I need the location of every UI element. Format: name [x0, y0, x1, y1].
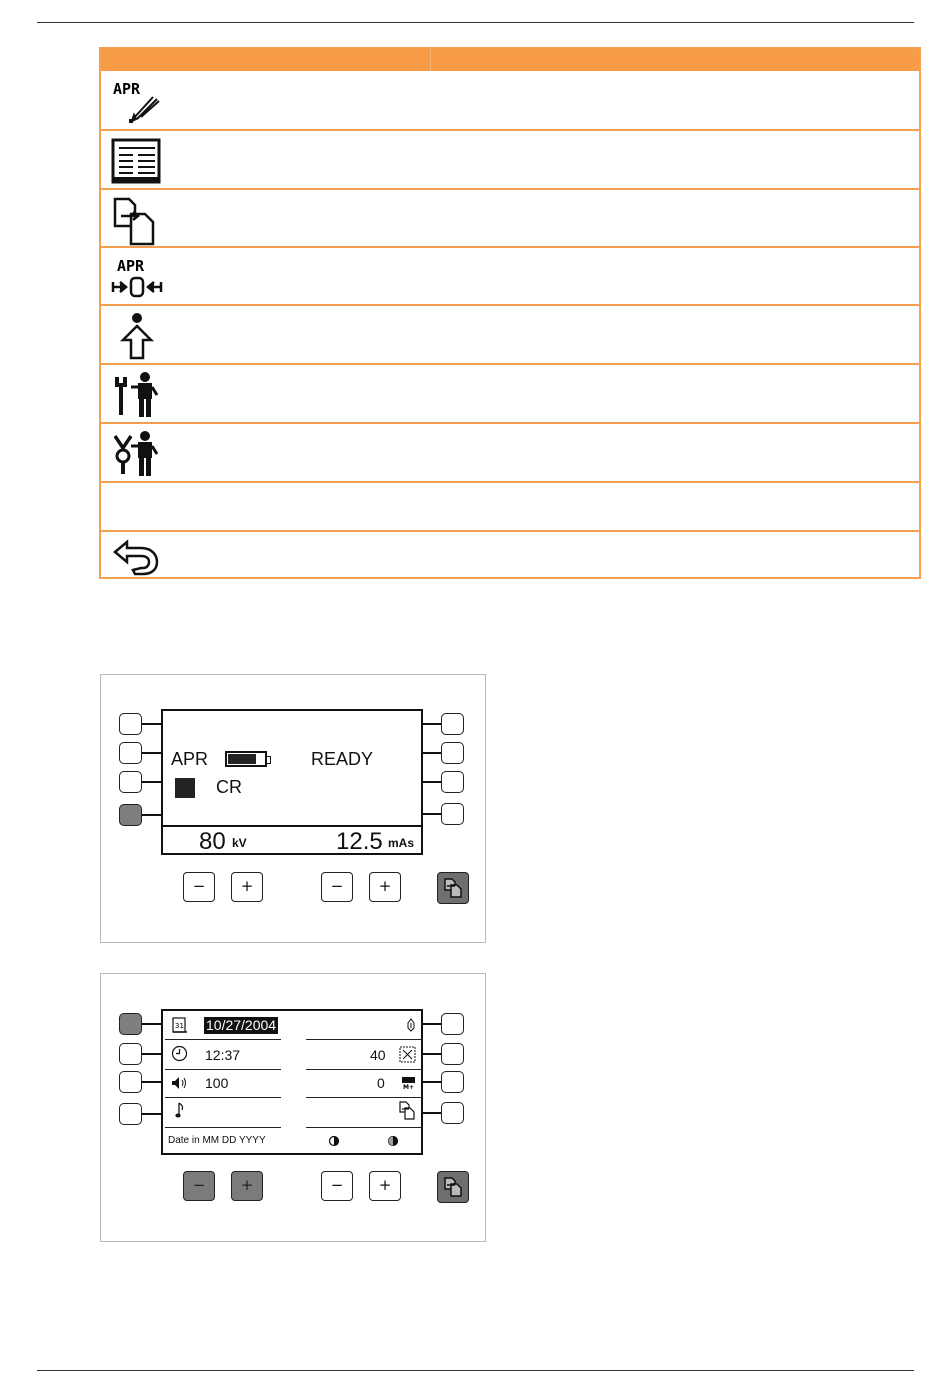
- copy-button[interactable]: [437, 872, 469, 904]
- table-row: [101, 424, 919, 483]
- return-arrow-icon: [111, 536, 163, 586]
- mas-value: 12.5: [336, 828, 383, 855]
- table-row: [101, 190, 919, 248]
- volume-value: 100: [205, 1075, 229, 1091]
- control-panel-settings: [100, 973, 486, 1242]
- right-value-1: 40: [370, 1047, 386, 1063]
- softkey-right-4[interactable]: [441, 1102, 464, 1124]
- softkey-right-3[interactable]: [441, 1071, 464, 1093]
- hint-text: Date in MM DD YYYY: [168, 1135, 266, 1146]
- apr-compress-icon: [111, 254, 163, 304]
- mas-minus-button[interactable]: −: [321, 872, 353, 902]
- apr-edit-icon: [111, 77, 163, 127]
- lcd-display: [161, 709, 423, 855]
- softkey-left-4[interactable]: [119, 804, 142, 826]
- mode-label: APR: [171, 749, 209, 769]
- patient-arrow-icon: [111, 312, 163, 362]
- date-field[interactable]: 10/27/2004: [206, 1017, 277, 1033]
- table-row: [101, 71, 919, 131]
- speaker-icon: [171, 1076, 189, 1090]
- list-table-icon: [111, 137, 163, 187]
- table-row: [101, 248, 919, 306]
- mas-plus-button[interactable]: +: [369, 872, 401, 902]
- user-tools-icon: [111, 371, 163, 421]
- copy-page-icon: [399, 1101, 415, 1120]
- kv-plus-button[interactable]: +: [231, 872, 263, 902]
- service-tools-icon: [111, 430, 163, 480]
- bottom-rule: [37, 1370, 914, 1371]
- right-plus-button[interactable]: +: [369, 1171, 401, 1201]
- softkey-left-3[interactable]: [119, 771, 142, 793]
- contrast-low-icon: [328, 1135, 340, 1147]
- calendar-icon: [172, 1017, 188, 1034]
- left-minus-button[interactable]: −: [183, 1171, 215, 1201]
- mas-unit: mAs: [388, 836, 415, 850]
- softkey-right-2[interactable]: [441, 1043, 464, 1065]
- softkey-left-2[interactable]: [119, 742, 142, 764]
- copy-page-icon: [111, 196, 163, 246]
- softkey-right-3[interactable]: [441, 771, 464, 793]
- copy-button[interactable]: [437, 1171, 469, 1203]
- softkey-left-1[interactable]: [119, 1013, 142, 1035]
- table-row: [101, 532, 919, 579]
- music-note-icon: [175, 1102, 185, 1119]
- table-row: [101, 483, 919, 532]
- softkey-left-2[interactable]: [119, 1043, 142, 1065]
- softkey-right-2[interactable]: [441, 742, 464, 764]
- softkey-right-4[interactable]: [441, 803, 464, 825]
- battery-icon: [225, 751, 267, 767]
- kv-unit: kV: [232, 836, 247, 850]
- apr-label: APR: [117, 257, 145, 275]
- status-label: READY: [311, 749, 374, 769]
- time-value: 12:37: [205, 1047, 241, 1063]
- counter-icon: [401, 1076, 417, 1090]
- softkey-right-1[interactable]: [441, 713, 464, 735]
- softkey-right-1[interactable]: [441, 1013, 464, 1035]
- copy-page-icon: [444, 878, 462, 898]
- svg-text:31: 31: [175, 1022, 184, 1030]
- right-value-2: 0: [377, 1075, 385, 1091]
- receptor-icon: [175, 778, 195, 798]
- table-row: [101, 365, 919, 424]
- brightness-icon: [406, 1018, 416, 1032]
- control-panel-operating: [100, 674, 486, 943]
- svg-text:M+: M+: [403, 1084, 414, 1090]
- copy-page-icon: [444, 1177, 462, 1197]
- grid-contrast-icon: [399, 1046, 417, 1063]
- clock-icon: [171, 1045, 188, 1062]
- receptor-label: CR: [216, 777, 242, 797]
- left-plus-button[interactable]: +: [231, 1171, 263, 1201]
- kv-minus-button[interactable]: −: [183, 872, 215, 902]
- contrast-high-icon: [387, 1135, 399, 1147]
- kv-value: 80: [199, 828, 226, 855]
- right-minus-button[interactable]: −: [321, 1171, 353, 1201]
- softkey-left-1[interactable]: [119, 713, 142, 735]
- table-header: [101, 49, 919, 71]
- softkey-left-3[interactable]: [119, 1071, 142, 1093]
- table-row: [101, 306, 919, 365]
- lcd-display: [161, 1009, 423, 1155]
- top-rule: [37, 22, 914, 23]
- softkey-left-4[interactable]: [119, 1103, 142, 1125]
- apr-label: APR: [113, 80, 141, 98]
- table-row: [101, 131, 919, 190]
- icon-table: [99, 47, 921, 579]
